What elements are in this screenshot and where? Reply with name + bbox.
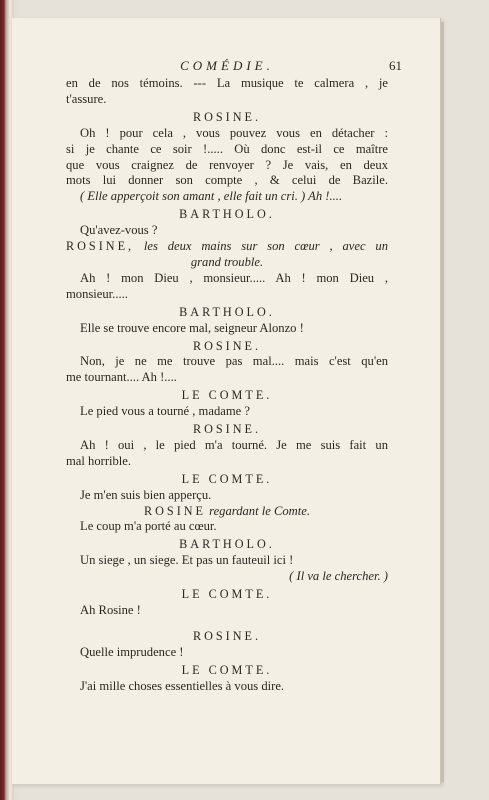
- line-text: me tournant.... Ah !....: [66, 370, 177, 385]
- speaker-name: [66, 663, 388, 679]
- text-line: [66, 271, 388, 287]
- text-line: [66, 255, 388, 271]
- text-line: [66, 519, 388, 535]
- speaker-name: [66, 422, 388, 438]
- text-line: [66, 354, 388, 370]
- text-line: [66, 404, 388, 420]
- text-line: [66, 158, 388, 174]
- line-text: si je chante ce soir !..... Où donc est-il ce maître: [66, 141, 388, 156]
- line-text: ( Elle apperçoit son amant , elle fait un cri. ) Ah !....: [80, 189, 343, 204]
- line-gap: [66, 619, 388, 627]
- speaker-name: [66, 537, 388, 553]
- line-text: ROSINE.: [192, 109, 262, 124]
- line-text: J'ai mille choses essentielles à vous dire.: [80, 678, 285, 693]
- speaker-name: [66, 110, 388, 126]
- speaker-name: [66, 629, 388, 645]
- line-text: mal horrible.: [66, 453, 132, 468]
- line-text: BARTHOLO.: [179, 207, 275, 222]
- line-text: Quelle imprudence !: [80, 644, 184, 659]
- line-text: ROSINE.: [192, 422, 262, 437]
- text-line: [66, 603, 388, 619]
- line-text: LE COMTE.: [181, 388, 273, 403]
- play-text-lines: [66, 76, 388, 695]
- text-line: [66, 438, 388, 454]
- line-text: Qu'avez-vous ?: [80, 223, 158, 238]
- text-line: [66, 142, 388, 158]
- text-line: [66, 173, 388, 189]
- line-text: grand trouble.: [190, 254, 264, 269]
- text-line: [66, 645, 388, 661]
- speaker-name: [66, 388, 388, 404]
- line-text: Ah ! mon Dieu , monsieur..... Ah ! mon Dieu ,: [80, 270, 388, 285]
- speaker-name: [66, 305, 388, 321]
- speaker-name: [66, 207, 388, 223]
- line-text: Ah ! oui , le pied m'a tourné. Je me suis fait un: [80, 437, 388, 452]
- page-number: 61: [389, 58, 402, 73]
- page-header: [66, 58, 402, 76]
- stage-direction: regardant le Comte.: [206, 503, 311, 518]
- text-line: [66, 76, 388, 92]
- text-line: [66, 321, 388, 337]
- line-text: ( Il va le chercher. ): [289, 569, 388, 584]
- line-text: Je m'en suis bien apperçu.: [80, 487, 212, 502]
- speaker-name: [66, 472, 388, 488]
- line-text: BARTHOLO.: [179, 304, 275, 319]
- text-line: [66, 504, 388, 520]
- line-text: monsieur.....: [66, 286, 128, 301]
- line-text: mots lui donner son compte , & celui de Bazile.: [66, 173, 388, 188]
- text-line: [66, 92, 388, 108]
- line-text: Un siege , un siege. Et pas un fauteuil ici !: [80, 553, 294, 568]
- speaker-name: [66, 339, 388, 355]
- line-text: LE COMTE.: [181, 471, 273, 486]
- text-line: [66, 454, 388, 470]
- line-text: Ah Rosine !: [80, 603, 141, 617]
- line-text: Le coup m'a porté au cœur.: [80, 519, 217, 534]
- line-text: t'assure.: [66, 91, 107, 106]
- text-line: [66, 223, 388, 239]
- text-line: [66, 370, 388, 386]
- line-text: BARTHOLO.: [179, 537, 275, 552]
- line-text: Elle se trouve encore mal, seigneur Alonzo !: [80, 320, 304, 335]
- speaker-name-inline: ROSINE: [143, 503, 206, 518]
- text-line: [66, 239, 388, 255]
- line-text: LE COMTE.: [181, 587, 273, 602]
- page-text-block: [66, 58, 402, 695]
- line-text: Oh ! pour cela , vous pouvez vous en détacher :: [80, 125, 388, 140]
- stage-direction: les deux mains sur son cœur , avec un: [134, 239, 388, 254]
- text-line: [66, 679, 388, 695]
- text-line: [66, 189, 388, 205]
- line-text: Le pied vous a tourné , madame ?: [80, 404, 250, 419]
- line-text: que vous craignez de renvoyer ? Je vais, en deux: [66, 157, 388, 172]
- text-line: [66, 488, 388, 504]
- line-text: Non, je ne me trouve pas mal.... mais c'est qu'en: [80, 354, 388, 369]
- text-line: [66, 287, 388, 303]
- text-line: [66, 126, 388, 142]
- line-text: ROSINE.: [192, 628, 262, 643]
- line-text: LE COMTE.: [181, 662, 273, 677]
- speaker-name-inline: ROSINE,: [66, 239, 135, 254]
- speaker-name: [66, 587, 388, 603]
- line-text: ROSINE.: [192, 338, 262, 353]
- line-text: en de nos témoins. --- La musique te calmera , je: [66, 76, 388, 90]
- running-head: COMÉDIE.: [180, 58, 274, 73]
- text-line: [66, 569, 388, 585]
- text-line: [66, 553, 388, 569]
